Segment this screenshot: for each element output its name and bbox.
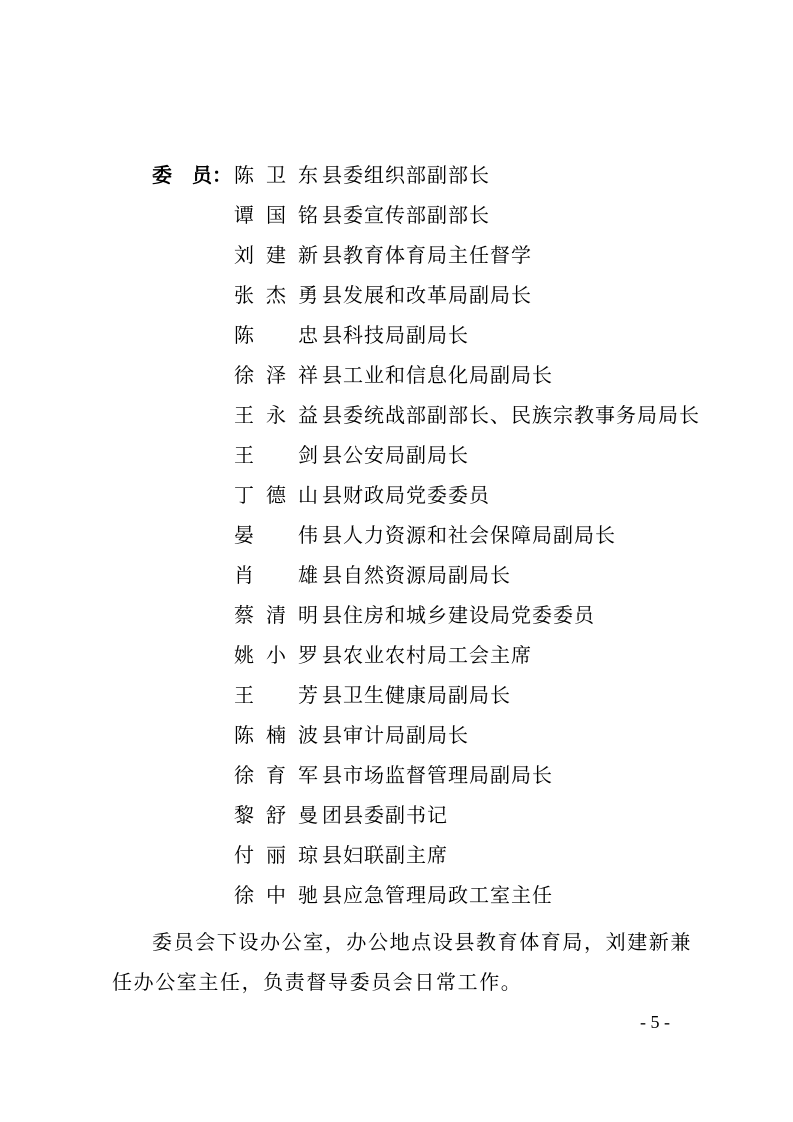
list-item (234, 840, 700, 880)
member-name: 张杰勇 (234, 283, 318, 307)
member-name: 王 剑 (234, 443, 318, 467)
list-item (234, 440, 700, 480)
list-item (234, 200, 700, 240)
member-title: 县科技局副局长 (322, 323, 469, 347)
member-title: 县人力资源和社会保障局副局长 (322, 523, 616, 547)
member-name: 肖 雄 (234, 563, 318, 587)
member-title: 县公安局副局长 (322, 443, 469, 467)
member-title: 县卫生健康局副局长 (322, 683, 511, 707)
member-name: 徐中驰 (234, 883, 318, 907)
list-item (234, 640, 700, 680)
member-name: 蔡清明 (234, 603, 318, 627)
list-item (234, 800, 700, 840)
member-title: 县委宣传部副部长 (322, 203, 490, 227)
list-item (234, 400, 700, 440)
member-name: 黎舒曼 (234, 803, 318, 827)
member-title: 县妇联副主席 (322, 843, 448, 867)
member-title: 团县委副书记 (322, 803, 448, 827)
office-paragraph: 委员会下设办公室，办公地点设县教育体育局，刘建新兼任办公室主任，负责督导委员会日常工作。 (112, 930, 692, 994)
member-title: 县发展和改革局副局长 (322, 283, 532, 307)
member-title: 县住房和城乡建设局党委委员 (322, 603, 595, 627)
member-title: 县工业和信息化局副局长 (322, 363, 553, 387)
list-item (234, 760, 700, 800)
list-item (234, 680, 700, 720)
member-name: 晏 伟 (234, 523, 318, 547)
member-title: 县教育体育局主任督学 (322, 243, 532, 267)
member-name: 付丽琼 (234, 843, 318, 867)
member-name: 王 芳 (234, 683, 318, 707)
member-name: 陈卫东 (234, 163, 318, 187)
member-title: 县委组织部副部长 (322, 163, 490, 187)
member-name: 丁德山 (234, 483, 318, 507)
member-name: 姚小罗 (234, 643, 318, 667)
list-item (234, 520, 700, 560)
member-name: 徐育军 (234, 763, 318, 787)
member-name: 王永益 (234, 403, 318, 427)
member-title: 县应急管理局政工室主任 (322, 883, 553, 907)
list-item (234, 560, 700, 600)
member-name: 陈楠波 (234, 723, 318, 747)
page-number: - 5 - (640, 1012, 670, 1032)
member-list (234, 160, 700, 920)
member-name: 徐泽祥 (234, 363, 318, 387)
member-title: 县财政局党委委员 (322, 483, 490, 507)
member-title: 县农业农村局工会主席 (322, 643, 532, 667)
members-label: 委 员： (152, 163, 232, 187)
list-item (234, 160, 700, 200)
list-item (234, 600, 700, 640)
list-item (234, 480, 700, 520)
list-item (234, 720, 700, 760)
list-item (234, 360, 700, 400)
member-title: 县市场监督管理局副局长 (322, 763, 553, 787)
member-title: 县委统战部副部长、民族宗教事务局局长 (322, 403, 700, 427)
member-name: 陈 忠 (234, 323, 318, 347)
member-title: 县自然资源局副局长 (322, 563, 511, 587)
member-name: 刘建新 (234, 243, 318, 267)
member-name: 谭国铭 (234, 203, 318, 227)
list-item (234, 880, 700, 920)
list-item (234, 280, 700, 320)
list-item (234, 320, 700, 360)
list-item (234, 240, 700, 280)
member-title: 县审计局副局长 (322, 723, 469, 747)
